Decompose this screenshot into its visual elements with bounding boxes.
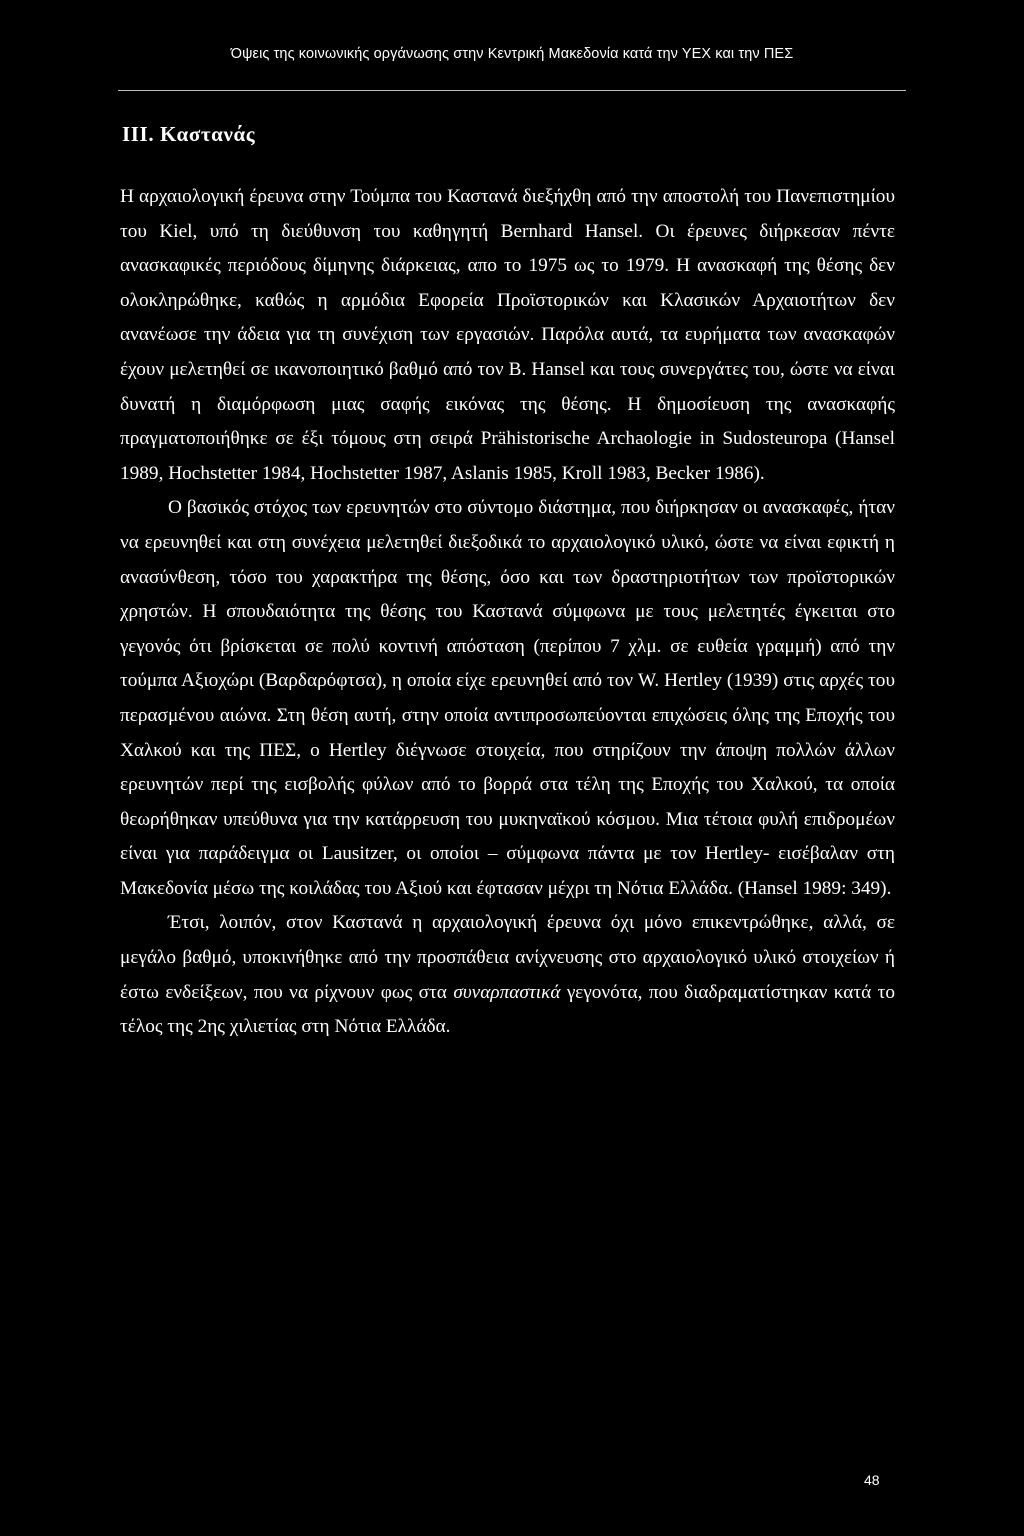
paragraph-3-italic-word: συναρπαστικά bbox=[453, 981, 561, 1003]
paragraph-3-text-start: Έτσι, λοιπόν, στον Καστανά η αρχαιολογική έρευνα όχι μόνο επικεντρώθηκε, αλλά, σε μεγάλο βαθμό, υποκινήθηκε από την προσπάθεια ανίχνευσης στο αρχαιολογικό υλικό στοιχείων ή έστω ενδείξεων, που να ρίχνουν φως στα bbox=[120, 912, 895, 1003]
running-header: Όψεις της κοινωνικής οργάνωσης στην Κεντρική Μακεδονία κατά την ΥΕΧ και την ΠΕΣ bbox=[230, 46, 794, 62]
paragraph-1: Η αρχαιολογική έρευνα στην Τούμπα του Καστανά διεξήχθη από την αποστολή του Πανεπιστημίου του Kiel, υπό τη διεύθυνση του καθηγητή Bernhard Hansel. Οι έρευνες διήρκεσαν πέντε ανασκαφικές περιόδους δίμηνης διάρκειας, απο το 1975 ως το 1979. Η ανασκαφή της θέσης δεν ολοκληρώθηκε, καθώς η αρμόδια Εφορεία Προϊστορικών και Κλασικών Αρχαιοτήτων δεν ανανέωσε την άδεια για τη συνέχιση των εργασιών. Παρόλα αυτά, τα ευρήματα των ανασκαφών έχουν μελετηθεί σε ικανοποιητικό βαθμό από τον Β. Hansel και τους συνεργάτες του, ώστε να είναι δυνατή η διαμόρφωση μιας σαφής εικόνας της θέσης. Η δημοσίευση της ανασκαφής πραγματοποιήθηκε σε έξι τόμους στη σειρά Prähistorische Archaologie in Sudosteuropa (Hansel 1989, Hochstetter 1984, Hochstetter 1987, Aslanis 1985, Kroll 1983, Becker 1986). bbox=[120, 186, 895, 484]
paragraph-3-text-end: γεγονότα, που διαδραματίστηκαν κατά το τέλος της 2ης χιλιετίας στη Νότια Ελλάδα. bbox=[120, 981, 895, 1038]
paragraph-2: Ο βασικός στόχος των ερευνητών στο σύντομο διάστημα, που διήρκησαν οι ανασκαφές, ήταν να ερευνηθεί και στη συνέχεια μελετηθεί διεξοδικά το αρχαιολογικό υλικό, ώστε να είναι εφικτή η ανασύνθεση, τόσο του χαρακτήρα της θέσης, όσο και των δραστηριοτήτων των προϊστορικών χρηστών. Η σπουδαιότητα της θέσης του Καστανά σύμφωνα με τους μελετητές έγκειται στο γεγονός ότι βρίσκεται σε πολύ κοντινή απόσταση (περίπου 7 χλμ. σε ευθεία γραμμή) από την τούμπα Αξιοχώρι (Βαρδαρόφτσα), η οποία είχε ερευνηθεί από τον W. Hertley (1939) στις αρχές του περασμένου αιώνα. Στη θέση αυτή, στην οποία αντιπροσωπεύονται επιχώσεις όλης της Εποχής του Χαλκού και της ΠΕΣ, ο Hertley διέγνωσε στοιχεία, που στηρίζουν την άποψη πολλών άλλων ερευνητών περί της εισβολής φύλων από το βορρά στα τέλη της Εποχής του Χαλκού, τα οποία θεωρήθηκαν υπεύθυνα για την κατάρρευση του μυκηναϊκού κόσμου. Μια τέτοια φυλή επιδρομέων είναι για παράδειγμα οι Lausitzer, οι οποίοι – σύμφωνα πάντα με τον Hertley- εισέβαλαν στη Μακεδονία μέσω της κοιλάδας του Αξιού και έφτασαν μέχρι τη Νότια Ελλάδα. (Hansel 1989: 349). bbox=[120, 497, 895, 899]
header-divider bbox=[118, 90, 906, 91]
body-text bbox=[120, 180, 895, 1045]
section-title: III. Καστανάς bbox=[122, 122, 256, 146]
paragraph-3 bbox=[120, 906, 895, 1044]
page-number: 48 bbox=[864, 1472, 880, 1488]
